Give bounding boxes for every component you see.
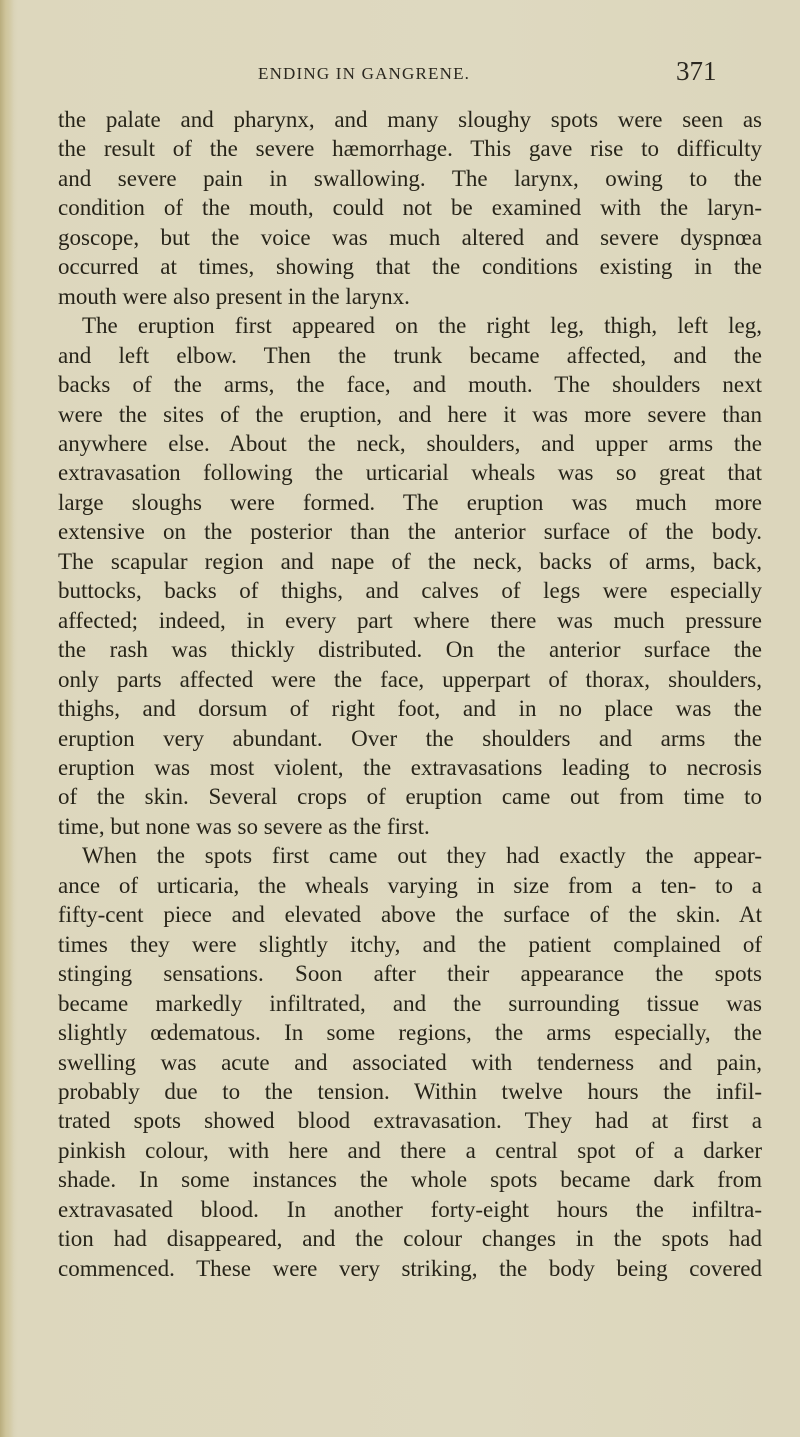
text-line: condition of the mouth, could not be examined with the laryn- bbox=[58, 195, 762, 221]
page-number: 371 bbox=[676, 56, 717, 86]
text-line: the result of the severe hæmorrhage. This gave rise to difficulty bbox=[58, 136, 762, 162]
text-line: The eruption first appeared on the right leg, thigh, left leg, bbox=[82, 313, 762, 339]
text-line: swelling was acute and associated with tenderness and pain, bbox=[58, 1049, 762, 1075]
text-line: became markedly infiltrated, and the surrounding tissue was bbox=[58, 990, 762, 1016]
text-line: were the sites of the eruption, and here it was more severe than bbox=[58, 401, 762, 427]
text-line: buttocks, backs of thighs, and calves of legs were especially bbox=[58, 578, 762, 604]
running-head: ENDING IN GANGRENE. bbox=[258, 64, 471, 83]
text-line: trated spots showed blood extravasation. They had at first a bbox=[58, 1108, 762, 1134]
text-line: The scapular region and nape of the neck, backs of arms, back, bbox=[58, 548, 762, 574]
text-line: shade. In some instances the whole spots became dark from bbox=[58, 1167, 762, 1193]
paragraph bbox=[58, 841, 762, 1283]
text-line: extensive on the posterior than the anterior surface of the body. bbox=[58, 519, 762, 545]
page-header bbox=[0, 56, 800, 96]
text-line: pinkish colour, with here and there a central spot of a darker bbox=[58, 1137, 762, 1163]
text-line: occurred at times, showing that the conditions existing in the bbox=[58, 254, 762, 280]
text-line: eruption very abundant. Over the shoulders and arms the bbox=[58, 725, 762, 751]
text-line: thighs, and dorsum of right foot, and in no place was the bbox=[58, 696, 762, 722]
text-line: of the skin. Several crops of eruption came out from time to bbox=[58, 784, 762, 810]
text-line: probably due to the tension. Within twelve hours the infil- bbox=[58, 1078, 762, 1104]
text-line: only parts affected were the face, upperpart of thorax, shoulders, bbox=[58, 666, 762, 692]
text-line: anywhere else. About the neck, shoulders, and upper arms the bbox=[58, 430, 762, 456]
text-line: extravasation following the urticarial wheals was so great that bbox=[58, 460, 762, 486]
text-line: time, but none was so severe as the first. bbox=[58, 813, 430, 839]
text-line: affected; indeed, in every part where there was much pressure bbox=[58, 607, 762, 633]
text-line: ance of urticaria, the wheals varying in size from a ten- to a bbox=[58, 872, 762, 898]
text-line: large sloughs were formed. The eruption was much more bbox=[58, 489, 762, 515]
text-line: and severe pain in swallowing. The larynx, owing to the bbox=[58, 165, 762, 191]
spine-shadow bbox=[0, 0, 14, 1437]
text-line: eruption was most violent, the extravasations leading to necrosis bbox=[58, 754, 762, 780]
text-line: commenced. These were very striking, the body being covered bbox=[58, 1255, 762, 1281]
text-line: the rash was thickly distributed. On the anterior surface the bbox=[58, 637, 762, 663]
text-line: backs of the arms, the face, and mouth. The shoulders next bbox=[58, 372, 762, 398]
text-line: stinging sensations. Soon after their appearance the spots bbox=[58, 961, 762, 987]
text-line: the palate and pharynx, and many sloughy spots were seen as bbox=[58, 107, 762, 132]
text-line: fifty-cent piece and elevated above the surface of the skin. At bbox=[58, 902, 762, 928]
text-line: slightly œdematous. In some regions, the arms especially, the bbox=[58, 1020, 762, 1046]
paragraph bbox=[58, 105, 762, 311]
text-line: tion had disappeared, and the colour changes in the spots had bbox=[58, 1226, 762, 1252]
text-line: mouth were also present in the larynx. bbox=[58, 283, 410, 309]
text-line: goscope, but the voice was much altered and severe dyspnœa bbox=[58, 224, 762, 250]
body-text bbox=[58, 105, 762, 1283]
text-line: and left elbow. Then the trunk became affected, and the bbox=[58, 342, 762, 368]
text-line: extravasated blood. In another forty-eight hours the infiltra- bbox=[58, 1196, 762, 1222]
paragraph bbox=[58, 311, 762, 841]
text-line: When the spots first came out they had exactly the appear- bbox=[82, 843, 762, 869]
text-line: times they were slightly itchy, and the patient complained of bbox=[58, 931, 762, 957]
